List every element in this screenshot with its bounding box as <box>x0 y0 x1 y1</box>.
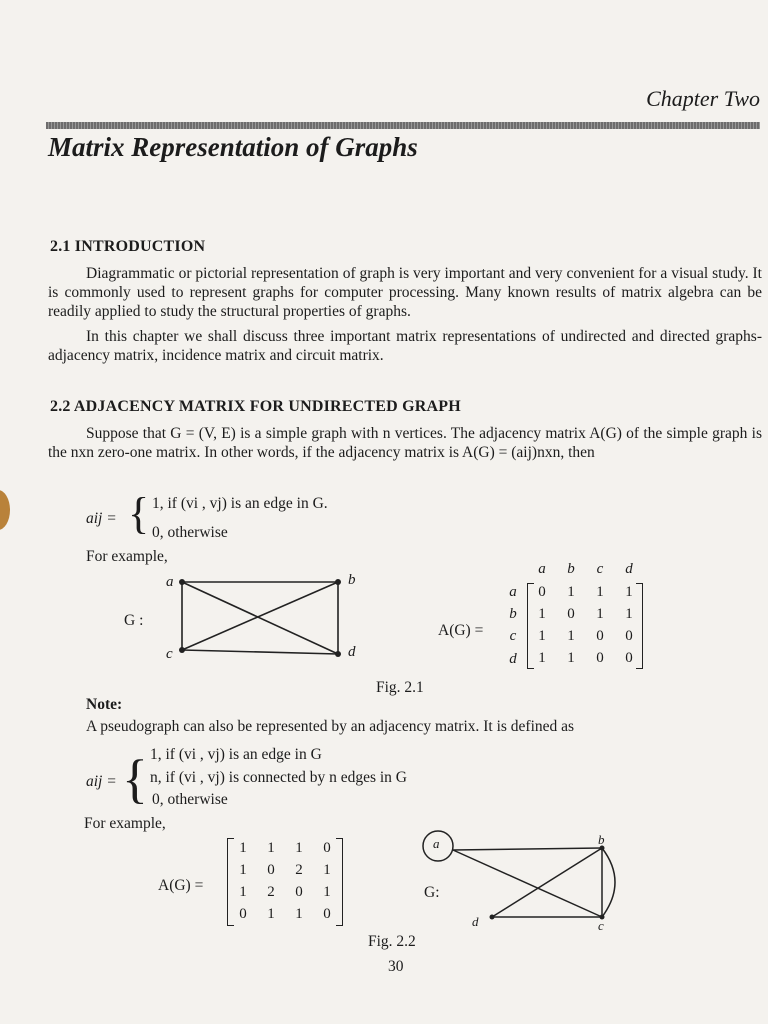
matrix-cell: 1 <box>596 606 604 622</box>
matrix-row-header: b <box>509 606 517 622</box>
vertex-d <box>490 915 495 920</box>
definition-lhs: aij = <box>86 510 117 527</box>
matrix-cell: 1 <box>295 840 303 856</box>
matrix-cell: 1 <box>596 584 604 600</box>
pseudograph-case-2: n, if (vi , vj) is connected by n edges in G <box>150 769 407 786</box>
matrix-col-header: c <box>596 561 604 577</box>
pseudograph-brace: { <box>122 749 148 809</box>
edge-b-d <box>492 848 602 917</box>
matrix-cell: 1 <box>567 628 575 644</box>
matrix-cell: 1 <box>267 840 275 856</box>
matrix-row-header: a <box>509 584 517 600</box>
vertex-label-c: c <box>598 918 604 933</box>
matrix-cell: 0 <box>239 906 247 922</box>
matrix-cell: 1 <box>625 606 633 622</box>
vertex-a <box>179 579 185 585</box>
matrix-cell: 0 <box>567 606 575 622</box>
matrix-cell: 1 <box>538 628 546 644</box>
matrix-cell: 0 <box>538 584 546 600</box>
matrix-row-header: d <box>509 651 517 667</box>
pseudograph-case-3: 0, otherwise <box>152 791 228 808</box>
matrix-cell: 1 <box>625 584 633 600</box>
note-text: A pseudograph can also be represented by an adjacency matrix. It is defined as <box>86 718 575 735</box>
matrix-cell: 1 <box>295 906 303 922</box>
matrix-col-header: b <box>567 561 575 577</box>
definition-case-1: 1, if (vi , vj) is an edge in G. <box>152 495 328 512</box>
figure-2-2-matrix-label: A(G) = <box>158 877 204 894</box>
matrix-cell: 1 <box>538 650 546 666</box>
matrix-cell: 0 <box>596 650 604 666</box>
matrix-cell: 1 <box>323 884 331 900</box>
vertex-label-b: b <box>348 572 356 588</box>
figure-2-2-caption: Fig. 2.2 <box>368 933 416 950</box>
matrix-cell: 0 <box>323 840 331 856</box>
figure-2-2-matrix <box>227 838 343 926</box>
vertex-label-a: a <box>433 836 440 851</box>
matrix-cell: 0 <box>625 650 633 666</box>
section-2-2-heading: 2.2 ADJACENCY MATRIX FOR UNDIRECTED GRAPH <box>50 398 461 415</box>
for-example-2: For example, <box>84 815 166 832</box>
definition-case-2: 0, otherwise <box>152 524 228 541</box>
figure-2-1-matrix <box>527 583 643 669</box>
chapter-title: Matrix Representation of Graphs <box>48 132 418 162</box>
figure-2-1-caption: Fig. 2.1 <box>376 679 424 696</box>
figure-2-2-graph-label: G: <box>424 884 440 901</box>
pseudograph-definition-lhs: aij = <box>86 773 117 790</box>
figure-2-1-matrix-label: A(G) = <box>438 622 484 639</box>
matrix-cell: 0 <box>295 884 303 900</box>
page-number: 30 <box>388 958 404 975</box>
matrix-cell: 1 <box>239 840 247 856</box>
section-2-1-heading: 2.1 INTRODUCTION <box>50 238 206 255</box>
matrix-bracket-right <box>336 838 343 926</box>
vertex-label-b: b <box>598 832 605 847</box>
vertex-d <box>335 651 341 657</box>
edge-c-d <box>182 650 338 654</box>
matrix-cell: 1 <box>239 862 247 878</box>
vertex-label-d: d <box>348 644 356 660</box>
matrix-cell: 0 <box>625 628 633 644</box>
chapter-label: Chapter Two <box>646 86 760 111</box>
intro-paragraph-1: Diagrammatic or pictorial representation of graph is very important and very convenient for a visual study. It is commonly used to represent graphs for computer processing. Many known results of matrix algebra can be readily applied to study the structural properties of graphs. <box>48 265 762 320</box>
edge-a-b <box>453 848 602 850</box>
vertex-label-d: d <box>472 914 479 929</box>
matrix-cell: 1 <box>323 862 331 878</box>
edge-b-c-2 <box>602 848 615 917</box>
edge-a-c <box>453 850 602 917</box>
matrix-cell: 2 <box>295 862 303 878</box>
matrix-cell: 0 <box>267 862 275 878</box>
matrix-cell: 2 <box>267 884 275 900</box>
matrix-col-header: d <box>625 561 633 577</box>
matrix-cell: 1 <box>567 584 575 600</box>
definition-brace: { <box>128 489 150 538</box>
matrix-cell: 1 <box>267 906 275 922</box>
vertex-b <box>335 579 341 585</box>
matrix-row-header: c <box>509 628 517 644</box>
vertex-c <box>179 647 185 653</box>
vertex-label-a: a <box>166 574 174 590</box>
matrix-cell: 1 <box>538 606 546 622</box>
matrix-cell: 0 <box>323 906 331 922</box>
adjacency-paragraph: Suppose that G = (V, E) is a simple graph with n vertices. The adjacency matrix A(G) of the simple graph is the nxn zero-one matrix. In other words, if the adjacency matrix is A(G) = (aij)nxn, then <box>48 425 762 461</box>
vertex-label-c: c <box>166 646 173 662</box>
matrix-cell: 0 <box>596 628 604 644</box>
figure-2-1-graph-label: G : <box>124 612 144 629</box>
note-heading: Note: <box>86 696 123 713</box>
intro-paragraph-2: In this chapter we shall discuss three important matrix representations of undirected and directed graphs-adjacency matrix, incidence matrix and circuit matrix. <box>48 328 762 364</box>
matrix-cell: 1 <box>239 884 247 900</box>
matrix-col-header: a <box>538 561 546 577</box>
matrix-cell: 1 <box>567 650 575 666</box>
for-example-1: For example, <box>86 548 168 565</box>
pseudograph-case-1: 1, if (vi , vj) is an edge in G <box>150 746 322 763</box>
